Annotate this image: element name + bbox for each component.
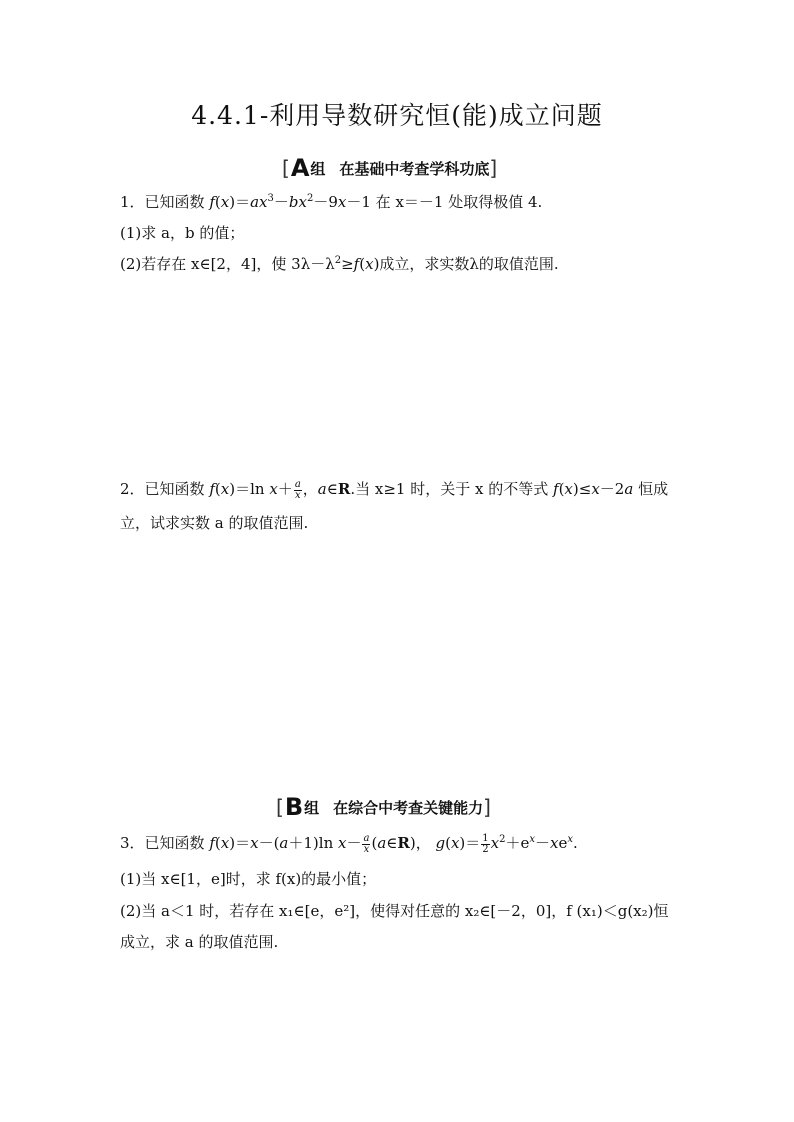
left-bracket-icon: [ xyxy=(282,156,290,180)
q2-line1 xyxy=(120,478,668,501)
q2-inequality: f(x)≤x－2a xyxy=(553,480,634,498)
group-a-letter: A xyxy=(290,154,310,182)
q1-condition: 在 x＝－1 处取得极值 4. xyxy=(375,193,543,211)
q3-line1 xyxy=(120,832,578,855)
q3-number: 3． xyxy=(120,834,145,852)
q2-mid: 当 x≥1 时，关于 x 的不等式 xyxy=(355,480,549,498)
group-b-header xyxy=(276,793,491,821)
q2-line2: 立，试求实数 a 的取值范围. xyxy=(120,514,309,532)
q3-part2-line1: (2)当 a＜1 时，若存在 x₁∈[e，e²]，使得对任意的 x₂∈[－2，0]，f (x₁)＜g(x₂)恒 xyxy=(120,902,669,920)
q1-number: 1． xyxy=(120,193,145,211)
group-a-desc: 在基础中考查学科功底 xyxy=(339,159,490,178)
q3-part1: (1)当 x∈[1，e]时，求 f(x)的最小值； xyxy=(120,870,377,888)
q3-function-g: g(x)＝ $\frac{1}{2}$ $x^2+e^x-xe^x$. xyxy=(435,832,578,855)
group-a-label: 组 xyxy=(310,159,326,178)
q1-prefix: 已知函数 xyxy=(144,193,205,211)
q1-part2-prefix: (2)若存在 x∈[2，4]，使 xyxy=(120,255,287,273)
q1-inequality: $3\lambda-\lambda^2\ge f(x)$ xyxy=(291,255,380,273)
q2-end: 恒成 xyxy=(638,480,669,498)
q3-prefix: 已知函数 xyxy=(144,834,205,852)
group-a-header xyxy=(282,154,497,182)
q1-function: $f(x)=ax^3-bx^2-9x-1$ xyxy=(209,193,371,211)
q2-number: 2． xyxy=(120,480,145,498)
q3-function-f: f(x)＝x－(a＋1)ln x－ $\frac{a}{x}$ (a∈R)， xyxy=(209,832,431,855)
q1-part2-suffix: 成立，求实数λ的取值范围. xyxy=(379,255,559,273)
left-bracket-icon: [ xyxy=(276,795,284,819)
q1-part2 xyxy=(120,253,559,274)
group-b-letter: B xyxy=(284,793,304,821)
right-bracket-icon: ] xyxy=(483,795,491,819)
group-b-desc: 在综合中考查关键能力 xyxy=(333,798,484,817)
right-bracket-icon: ] xyxy=(489,156,498,180)
q1-part1: (1)求 a，b 的值； xyxy=(120,224,245,242)
q3-part2-line2: 成立，求 a 的取值范围. xyxy=(120,933,279,951)
q2-function: f(x)＝ln x＋ $\frac{a}{x}$ ，a∈R. xyxy=(209,478,356,501)
q2-prefix: 已知函数 xyxy=(144,480,205,498)
q1-line1 xyxy=(120,191,542,212)
group-b-label: 组 xyxy=(304,798,320,817)
page-title: 4.4.1-利用导数研究恒(能)成立问题 xyxy=(191,101,603,130)
